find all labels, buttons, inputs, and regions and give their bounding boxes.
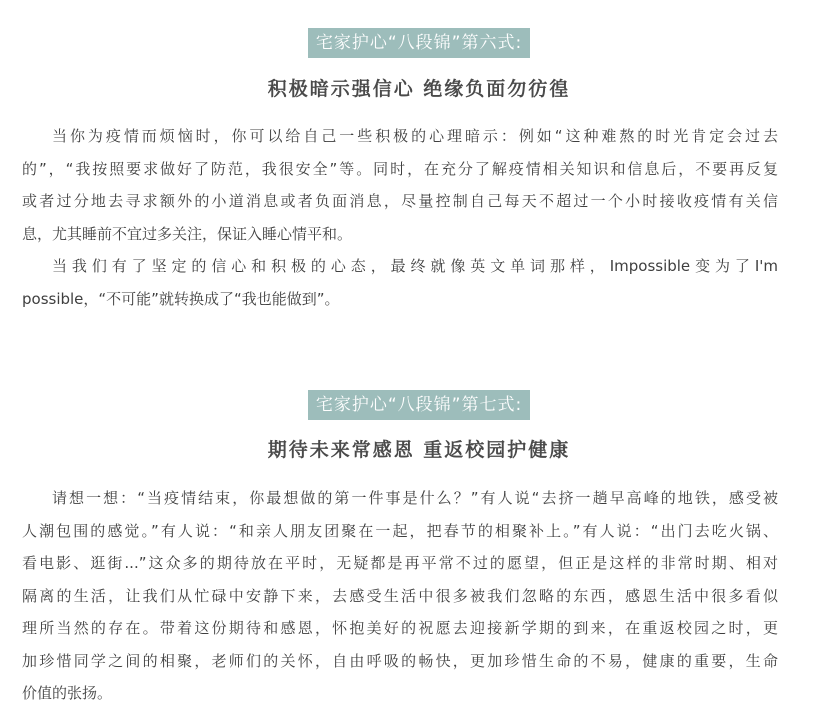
section-7-heading: 期待未来常感恩 重返校园护健康 xyxy=(267,439,571,461)
section-6-badge: 宅家护心“八段锦”第六式: xyxy=(308,28,530,58)
section-6-body xyxy=(22,120,778,315)
section-6-line-5: 当我们有了坚定的信心和积极的心态，最终就像英文单词那样，Impossible变为了I'm xyxy=(52,257,778,275)
section-6-line-4: 息，尤其睡前不宜过多关注，保证入睡心情平和。 xyxy=(22,224,353,243)
section-6-heading: 积极暗示强信心 绝缘负面勿彷徨 xyxy=(267,78,571,100)
section-7-line-1: 请想一想：“当疫情结束，你最想做的第一件事是什么？”有人说“去挤一趟早高峰的地铁，感受被 xyxy=(52,489,778,507)
section-7-line-3: 看电影、逛街...”这众多的期待放在平时，无疑都是再平常不过的愿望，但正是这样的非常时期、相对 xyxy=(22,554,778,572)
section-7-line-2: 人潮包围的感觉。”有人说：“和亲人朋友团聚在一起，把春节的相聚补上。”有人说：“出门去吃火锅、 xyxy=(22,521,778,540)
section-6-line-2: 的”，“我按照要求做好了防范，我很安全”等。同时，在充分了解疫情相关知识和信息后，不要再反复 xyxy=(22,159,778,178)
section-7-line-5: 理所当然的存在。带着这份期待和感恩，怀抱美好的祝愿去迎接新学期的到来，在重返校园之时，更 xyxy=(22,619,778,637)
section-6-line-3: 或者过分地去寻求额外的小道消息或者负面消息，尽量控制自己每天不超过一个小时接收疫情有关信 xyxy=(22,192,778,210)
section-6-line-1: 当你为疫情而烦恼时，你可以给自己一些积极的心理暗示：例如“这种难熬的时光肯定会过去 xyxy=(52,127,778,145)
section-7-line-7: 价值的张扬。 xyxy=(22,684,113,702)
section-7-line-4: 隔离的生活，让我们从忙碌中安静下来，去感受生活中很多被我们忽略的东西，感恩生活中很多看似 xyxy=(22,586,778,605)
section-7-badge-wrap xyxy=(0,390,838,420)
section-7-badge: 宅家护心“八段锦”第七式: xyxy=(308,390,530,420)
section-6-badge-wrap xyxy=(0,28,838,58)
section-7-line-6: 加珍惜同学之间的相聚，老师们的关怀，自由呼吸的畅快，更加珍惜生命的不易，健康的重要，生命 xyxy=(22,651,778,670)
section-6-line-6: possible，“不可能”就转换成了“我也能做到”。 xyxy=(22,289,340,308)
section-7-body xyxy=(22,482,778,710)
